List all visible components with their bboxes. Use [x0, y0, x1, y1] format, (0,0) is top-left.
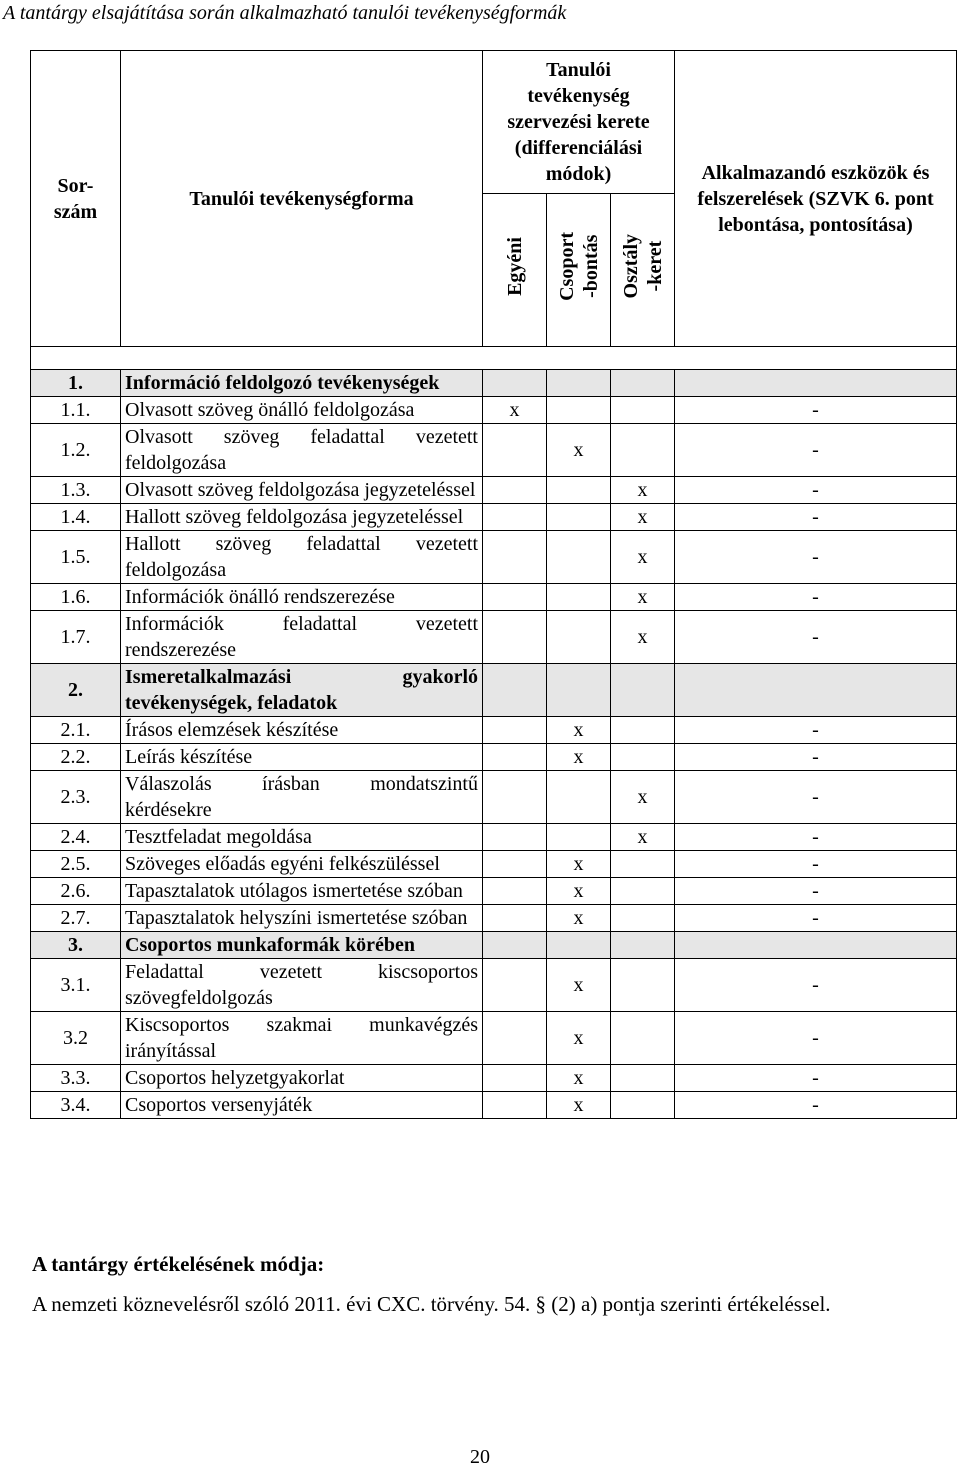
row-tools: - [675, 771, 957, 824]
header-sorszam-line1: Sor- [57, 174, 94, 197]
table-row [31, 477, 957, 504]
row-class-mark: x [611, 584, 675, 611]
activity-table [30, 50, 957, 1119]
row-class-mark [611, 717, 675, 744]
row-class-mark: x [611, 477, 675, 504]
row-tools: - [675, 477, 957, 504]
row-group-mark [547, 932, 611, 959]
header-sorszam [31, 51, 121, 347]
row-activity: Ismeretalkalmazási gyakorló tevékenységek, feladatok [121, 664, 483, 717]
row-class-mark [611, 370, 675, 397]
evaluation-text: A nemzeti köznevelésről szóló 2011. évi CXC. törvény. 54. § (2) a) pontja szerinti értékeléssel. [32, 1292, 831, 1316]
row-group-mark: x [547, 744, 611, 771]
table-row [31, 584, 957, 611]
header-group [547, 194, 611, 347]
row-class-mark [611, 905, 675, 932]
row-group-mark [547, 771, 611, 824]
row-number: 3.1. [31, 959, 121, 1012]
evaluation-title: A tantárgy értékelésének módja: [32, 1252, 325, 1276]
row-group-mark [547, 824, 611, 851]
page-number: 20 [470, 1446, 490, 1468]
row-individual-mark [483, 824, 547, 851]
header-individual-label: Egyéni [503, 237, 526, 296]
row-activity: Tapasztalatok helyszíni ismertetése szóban [121, 905, 483, 932]
row-number: 3.4. [31, 1092, 121, 1119]
table-row [31, 1012, 957, 1065]
row-group-mark [547, 531, 611, 584]
category-row [31, 664, 957, 717]
row-tools: - [675, 397, 957, 424]
row-tools: - [675, 611, 957, 664]
row-tools: - [675, 717, 957, 744]
table-row [31, 424, 957, 477]
row-group-mark [547, 370, 611, 397]
row-individual-mark [483, 424, 547, 477]
row-class-mark: x [611, 504, 675, 531]
row-group-mark: x [547, 905, 611, 932]
table-row [31, 959, 957, 1012]
row-group-mark: x [547, 878, 611, 905]
table-row [31, 1065, 957, 1092]
row-activity: Szöveges előadás egyéni felkészüléssel [121, 851, 483, 878]
header-tools: Alkalmazandó eszközök és felszerelések (SZVK 6. pont lebontása, pontosítása) [675, 51, 957, 347]
row-class-mark [611, 1092, 675, 1119]
row-activity: Hallott szöveg feladattal vezetett feldolgozása [121, 531, 483, 584]
table-row [31, 611, 957, 664]
row-class-mark [611, 1012, 675, 1065]
row-tools: - [675, 424, 957, 477]
row-class-mark [611, 424, 675, 477]
row-activity: Leírás készítése [121, 744, 483, 771]
row-class-mark [611, 397, 675, 424]
table-row [31, 771, 957, 824]
row-activity: Csoportos helyzetgyakorlat [121, 1065, 483, 1092]
table-row [31, 905, 957, 932]
header-group-label: Csoport -bontás [555, 232, 602, 301]
row-tools: - [675, 824, 957, 851]
table-row [31, 531, 957, 584]
row-tools: - [675, 959, 957, 1012]
header-class-label: Osztály -keret [619, 234, 666, 299]
row-number: 1.1. [31, 397, 121, 424]
table-row [31, 1092, 957, 1119]
row-individual-mark [483, 717, 547, 744]
row-group-mark: x [547, 1065, 611, 1092]
row-individual-mark [483, 477, 547, 504]
row-class-mark [611, 744, 675, 771]
row-individual-mark [483, 878, 547, 905]
row-activity: Feladattal vezetett kiscsoportos szövegfeldolgozás [121, 959, 483, 1012]
row-group-mark: x [547, 424, 611, 477]
row-number: 3.2 [31, 1012, 121, 1065]
row-individual-mark [483, 959, 547, 1012]
row-activity: Hallott szöveg feldolgozása jegyzeteléssel [121, 504, 483, 531]
row-number: 2.6. [31, 878, 121, 905]
header-sorszam-line2: szám [53, 200, 98, 223]
row-number: 1. [31, 370, 121, 397]
header-organization-frame: Tanulói tevékenység szervezési kerete (differenciálási módok) [483, 51, 675, 194]
row-class-mark: x [611, 771, 675, 824]
row-activity: Válaszolás írásban mondatszintű kérdésekre [121, 771, 483, 824]
row-activity: Csoportos munkaformák körében [121, 932, 483, 959]
row-individual-mark [483, 370, 547, 397]
table-row [31, 744, 957, 771]
row-number: 1.3. [31, 477, 121, 504]
row-number: 3.3. [31, 1065, 121, 1092]
table-row [31, 717, 957, 744]
header-activity-form: Tanulói tevékenységforma [121, 51, 483, 347]
row-tools [675, 370, 957, 397]
row-number: 2.4. [31, 824, 121, 851]
row-activity: Csoportos versenyjáték [121, 1092, 483, 1119]
row-activity: Kiscsoportos szakmai munkavégzés irányítással [121, 1012, 483, 1065]
row-class-mark [611, 851, 675, 878]
row-group-mark [547, 664, 611, 717]
row-activity: Információk önálló rendszerezése [121, 584, 483, 611]
row-number: 2. [31, 664, 121, 717]
table-row [31, 824, 957, 851]
category-row [31, 932, 957, 959]
table-body [31, 370, 957, 1119]
row-individual-mark [483, 1012, 547, 1065]
row-tools: - [675, 744, 957, 771]
row-activity: Írásos elemzések készítése [121, 717, 483, 744]
row-activity: Információk feladattal vezetett rendszerezése [121, 611, 483, 664]
row-group-mark [547, 611, 611, 664]
table-row [31, 504, 957, 531]
row-group-mark: x [547, 717, 611, 744]
row-number: 1.7. [31, 611, 121, 664]
row-tools: - [675, 584, 957, 611]
row-number: 2.5. [31, 851, 121, 878]
row-individual-mark: x [483, 397, 547, 424]
table-row [31, 397, 957, 424]
row-individual-mark [483, 1065, 547, 1092]
row-individual-mark [483, 504, 547, 531]
row-individual-mark [483, 1092, 547, 1119]
row-individual-mark [483, 851, 547, 878]
row-individual-mark [483, 664, 547, 717]
row-group-mark: x [547, 1092, 611, 1119]
row-individual-mark [483, 771, 547, 824]
row-activity: Tapasztalatok utólagos ismertetése szóban [121, 878, 483, 905]
row-group-mark [547, 584, 611, 611]
row-number: 2.7. [31, 905, 121, 932]
row-individual-mark [483, 611, 547, 664]
row-tools [675, 932, 957, 959]
category-row [31, 370, 957, 397]
row-class-mark: x [611, 611, 675, 664]
row-number: 2.1. [31, 717, 121, 744]
row-number: 1.2. [31, 424, 121, 477]
row-group-mark: x [547, 959, 611, 1012]
row-individual-mark [483, 744, 547, 771]
row-class-mark [611, 959, 675, 1012]
header-spacer [31, 347, 957, 370]
row-class-mark [611, 932, 675, 959]
row-group-mark [547, 397, 611, 424]
row-number: 1.6. [31, 584, 121, 611]
row-group-mark: x [547, 851, 611, 878]
table-row [31, 878, 957, 905]
row-number: 1.4. [31, 504, 121, 531]
row-class-mark [611, 878, 675, 905]
row-individual-mark [483, 905, 547, 932]
section-title: A tantárgy elsajátítása során alkalmazható tanulói tevékenységformák [3, 2, 567, 24]
header-individual [483, 194, 547, 347]
row-tools: - [675, 1065, 957, 1092]
row-activity: Olvasott szöveg feladattal vezetett feldolgozása [121, 424, 483, 477]
row-tools: - [675, 851, 957, 878]
row-individual-mark [483, 932, 547, 959]
row-tools: - [675, 1012, 957, 1065]
table-row [31, 851, 957, 878]
row-tools [675, 664, 957, 717]
row-tools: - [675, 1092, 957, 1119]
row-tools: - [675, 878, 957, 905]
row-activity: Tesztfeladat megoldása [121, 824, 483, 851]
row-activity: Olvasott szöveg önálló feldolgozása [121, 397, 483, 424]
row-individual-mark [483, 531, 547, 584]
row-group-mark [547, 504, 611, 531]
row-class-mark [611, 1065, 675, 1092]
row-activity: Információ feldolgozó tevékenységek [121, 370, 483, 397]
row-number: 3. [31, 932, 121, 959]
row-tools: - [675, 905, 957, 932]
row-class-mark: x [611, 824, 675, 851]
row-number: 2.2. [31, 744, 121, 771]
row-number: 2.3. [31, 771, 121, 824]
row-number: 1.5. [31, 531, 121, 584]
row-group-mark [547, 477, 611, 504]
row-class-mark: x [611, 531, 675, 584]
row-activity: Olvasott szöveg feldolgozása jegyzeteléssel [121, 477, 483, 504]
header-class [611, 194, 675, 347]
row-tools: - [675, 531, 957, 584]
row-tools: - [675, 504, 957, 531]
row-class-mark [611, 664, 675, 717]
row-group-mark: x [547, 1012, 611, 1065]
row-individual-mark [483, 584, 547, 611]
